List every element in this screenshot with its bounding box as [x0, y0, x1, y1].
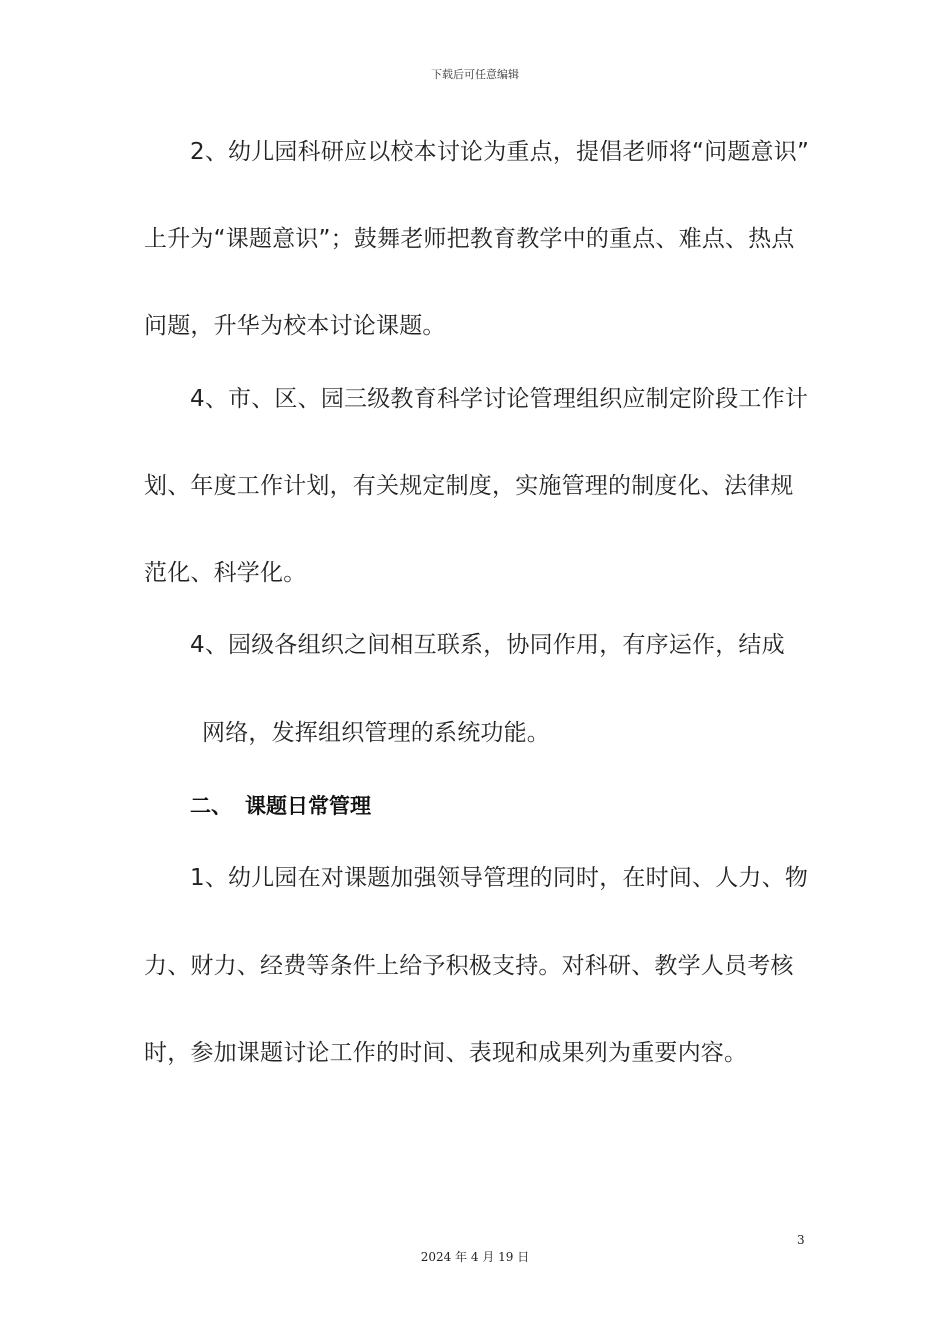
section-paragraph-line-3: 时，参加课题讨论工作的时间、表现和成果列为重要内容。 — [144, 1040, 748, 1066]
paragraph-3-line-2: 网络，发挥组织管理的系统功能。 — [202, 720, 550, 746]
page-header: 下载后可任意编辑 — [431, 68, 519, 81]
section-paragraph-line-1: 1、幼儿园在对课题加强领导管理的同时，在时间、人力、物 — [190, 865, 809, 891]
paragraph-1-line-2: 上升为“课题意识”；鼓舞老师把教育教学中的重点、难点、热点 — [144, 226, 795, 252]
paragraph-3-line-1: 4、园级各组织之间相互联系，协同作用，有序运作，结成 — [190, 632, 785, 658]
section-heading-number: 二、 — [190, 794, 232, 818]
paragraph-1-line-1: 2、幼儿园科研应以校本讨论为重点，提倡老师将“问题意识” — [190, 139, 810, 165]
footer-date: 2024 年 4 月 19 日 — [420, 1250, 530, 1264]
paragraph-2-line-2: 划、年度工作计划，有关规定制度，实施管理的制度化、法律规 — [144, 473, 794, 499]
paragraph-1-line-3: 问题，升华为校本讨论课题。 — [144, 313, 446, 339]
paragraph-2-line-3: 范化、科学化。 — [144, 560, 307, 586]
paragraph-2-line-1: 4、市、区、园三级教育科学讨论管理组织应制定阶段工作计 — [190, 386, 809, 412]
section-paragraph-line-2: 力、财力、经费等条件上给予积极支持。对科研、教学人员考核 — [144, 953, 794, 979]
page-number: 3 — [797, 1233, 805, 1247]
section-heading-title: 课题日常管理 — [245, 794, 371, 818]
